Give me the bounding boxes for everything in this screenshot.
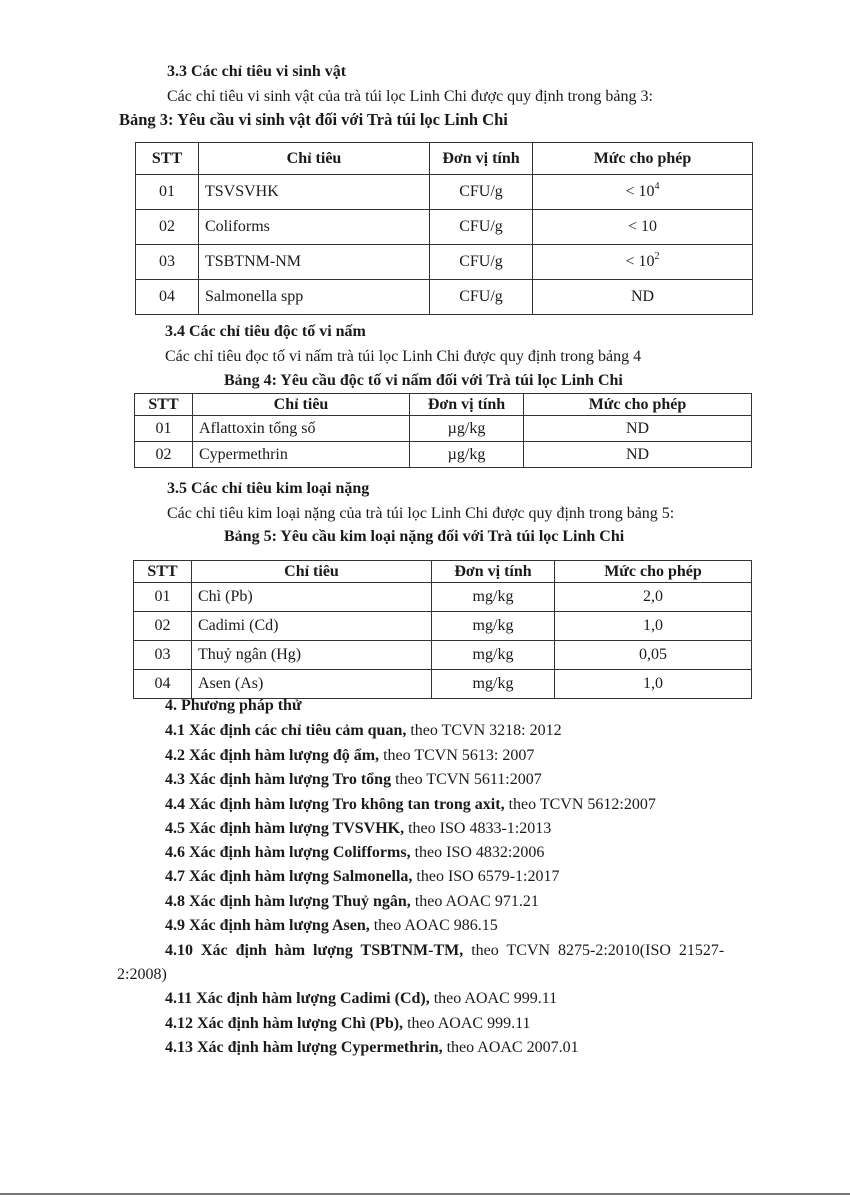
method-item [165, 820, 551, 838]
table-row [136, 175, 753, 210]
method-title: 4.8 Xác định hàm lượng Thuỷ ngân, [165, 893, 411, 910]
method-title: 4.6 Xác định hàm lượng Colifforms, [165, 844, 411, 861]
cell-limit: 0,05 [555, 641, 752, 670]
cell-stt: 01 [136, 175, 199, 210]
limit-value: < 10 [625, 253, 655, 270]
method-title: 4.10 Xác định hàm lượng TSBTNM-TM, [165, 942, 464, 959]
method-standard: theo AOAC 986.15 [369, 917, 498, 934]
col-header-unit: Đơn vị tính [430, 143, 533, 175]
col-header-criteria: Chỉ tiêu [192, 561, 432, 583]
table-row [136, 245, 753, 280]
cell-unit: CFU/g [430, 210, 533, 245]
method-item-continuation: 2:2008) [117, 966, 167, 983]
col-header-limit: Mức cho phép [524, 394, 752, 416]
section-4-heading: 4. Phương pháp thử [165, 697, 302, 714]
cell-unit: mg/kg [432, 641, 555, 670]
cell-unit: CFU/g [430, 175, 533, 210]
method-item [165, 771, 542, 789]
table-row [135, 416, 752, 442]
cell-criteria: Aflattoxin tổng số [193, 416, 410, 442]
cell-limit: 1,0 [555, 612, 752, 641]
table-3 [135, 142, 753, 315]
cell-stt: 02 [134, 612, 192, 641]
method-item [165, 942, 765, 960]
col-header-unit: Đơn vị tính [432, 561, 555, 583]
col-header-criteria: Chỉ tiêu [193, 394, 410, 416]
method-standard: theo ISO 4833-1:2013 [404, 820, 552, 837]
cell-criteria: Cadimi (Cd) [192, 612, 432, 641]
table-header-row [134, 561, 752, 583]
col-header-criteria: Chỉ tiêu [199, 143, 430, 175]
method-item [165, 1039, 579, 1057]
table-row [134, 670, 752, 699]
table-row [135, 442, 752, 468]
method-standard: theo TCVN 5611:2007 [391, 771, 542, 788]
method-standard: theo ISO 6579-1:2017 [412, 868, 560, 885]
method-title: 4.13 Xác định hàm lượng Cypermethrin, [165, 1039, 443, 1056]
table-4 [134, 393, 752, 468]
section-3-3-heading: 3.3 Các chỉ tiêu vi sinh vật [167, 63, 347, 80]
cell-limit [533, 280, 753, 315]
col-header-stt: STT [135, 394, 193, 416]
section-3-4-heading: 3.4 Các chỉ tiêu độc tố vi nấm [165, 323, 366, 340]
cell-criteria: Chì (Pb) [192, 583, 432, 612]
limit-exponent: 4 [654, 181, 660, 192]
method-title: 4.1 Xác định các chỉ tiêu cảm quan, [165, 722, 407, 739]
cell-limit: ND [524, 416, 752, 442]
method-standard: theo ISO 4832:2006 [410, 844, 545, 861]
method-standard: theo AOAC 999.11 [403, 1015, 531, 1032]
method-item [165, 796, 656, 814]
section-3-5-heading: 3.5 Các chỉ tiêu kim loại nặng [167, 480, 370, 497]
cell-criteria: TSVSVHK [199, 175, 430, 210]
cell-limit [533, 175, 753, 210]
cell-stt: 02 [135, 442, 193, 468]
cell-stt: 01 [135, 416, 193, 442]
section-3-3-intro: Các chỉ tiêu vi sinh vật của trà túi lọc Linh Chi được quy định trong bảng 3: [167, 88, 653, 105]
cell-limit: 1,0 [555, 670, 752, 699]
method-item [165, 722, 562, 740]
cell-stt: 02 [136, 210, 199, 245]
limit-value: < 10 [627, 218, 658, 235]
cell-criteria: Asen (As) [192, 670, 432, 699]
method-item [165, 844, 544, 862]
cell-stt: 04 [136, 280, 199, 315]
table-row [134, 583, 752, 612]
limit-value: ND [630, 288, 655, 305]
method-standard: theo TCVN 5612:2007 [504, 796, 656, 813]
cell-stt: 01 [134, 583, 192, 612]
cell-unit: CFU/g [430, 245, 533, 280]
cell-criteria: Coliforms [199, 210, 430, 245]
section-3-4-intro: Các chỉ tiêu đọc tố vi nấm trà túi lọc Linh Chi được quy định trong bảng 4 [165, 348, 642, 365]
col-header-limit: Mức cho phép [555, 561, 752, 583]
cell-unit: µg/kg [410, 442, 524, 468]
cell-limit: 2,0 [555, 583, 752, 612]
cell-limit [533, 210, 753, 245]
cell-limit: ND [524, 442, 752, 468]
cell-criteria: TSBTNM-NM [199, 245, 430, 280]
col-header-stt: STT [136, 143, 199, 175]
col-header-stt: STT [134, 561, 192, 583]
scan-edge-line [0, 1193, 850, 1195]
cell-stt: 04 [134, 670, 192, 699]
cell-criteria: Thuỷ ngân (Hg) [192, 641, 432, 670]
method-standard: theo TCVN 8275-2:2010(ISO 21527- [463, 942, 725, 959]
method-item [165, 917, 498, 935]
cell-stt: 03 [136, 245, 199, 280]
table-row [136, 280, 753, 315]
table-row [134, 641, 752, 670]
table-4-caption: Bảng 4: Yêu cầu độc tố vi nấm đối với Trà túi lọc Linh Chi [224, 372, 623, 389]
col-header-limit: Mức cho phép [533, 143, 753, 175]
cell-stt: 03 [134, 641, 192, 670]
limit-exponent: 2 [654, 251, 660, 262]
cell-unit: mg/kg [432, 612, 555, 641]
cell-unit: CFU/g [430, 280, 533, 315]
method-item [165, 1015, 530, 1033]
method-standard: theo AOAC 971.21 [410, 893, 539, 910]
method-title: 4.5 Xác định hàm lượng TVSVHK, [165, 820, 405, 837]
method-standard: theo AOAC 2007.01 [442, 1039, 579, 1056]
method-standard: theo TCVN 5613: 2007 [379, 747, 535, 764]
table-5-caption: Bảng 5: Yêu cầu kim loại nặng đối với Trà túi lọc Linh Chi [224, 528, 625, 545]
method-title: 4.3 Xác định hàm lượng Tro tổng [165, 771, 392, 788]
method-item [165, 747, 534, 765]
method-title: 4.11 Xác định hàm lượng Cadimi (Cd), [165, 990, 430, 1007]
table-row [134, 612, 752, 641]
method-title: 4.7 Xác định hàm lượng Salmonella, [165, 868, 413, 885]
table-header-row [135, 394, 752, 416]
table-5 [133, 560, 752, 699]
cell-unit: µg/kg [410, 416, 524, 442]
method-title: 4.4 Xác định hàm lượng Tro không tan trong axit, [165, 796, 505, 813]
table-header-row [136, 143, 753, 175]
col-header-unit: Đơn vị tính [410, 394, 524, 416]
method-title: 4.9 Xác định hàm lượng Asen, [165, 917, 370, 934]
method-item [165, 868, 560, 886]
method-standard: theo AOAC 999.11 [429, 990, 558, 1007]
cell-unit: mg/kg [432, 583, 555, 612]
cell-limit [533, 245, 753, 280]
table-3-caption: Bảng 3: Yêu cầu vi sinh vật đối với Trà túi lọc Linh Chi [119, 110, 508, 129]
method-title: 4.12 Xác định hàm lượng Chì (Pb), [165, 1015, 404, 1032]
method-title: 4.2 Xác định hàm lượng độ ẩm, [165, 747, 380, 764]
section-3-5-intro: Các chỉ tiêu kim loại nặng của trà túi lọc Linh Chi được quy định trong bảng 5: [167, 505, 675, 522]
cell-criteria: Salmonella spp [199, 280, 430, 315]
method-item [165, 893, 539, 911]
limit-value: < 10 [625, 183, 655, 200]
method-standard: theo TCVN 3218: 2012 [406, 722, 562, 739]
table-row [136, 210, 753, 245]
cell-unit: mg/kg [432, 670, 555, 699]
method-item [165, 990, 557, 1008]
cell-criteria: Cypermethrin [193, 442, 410, 468]
